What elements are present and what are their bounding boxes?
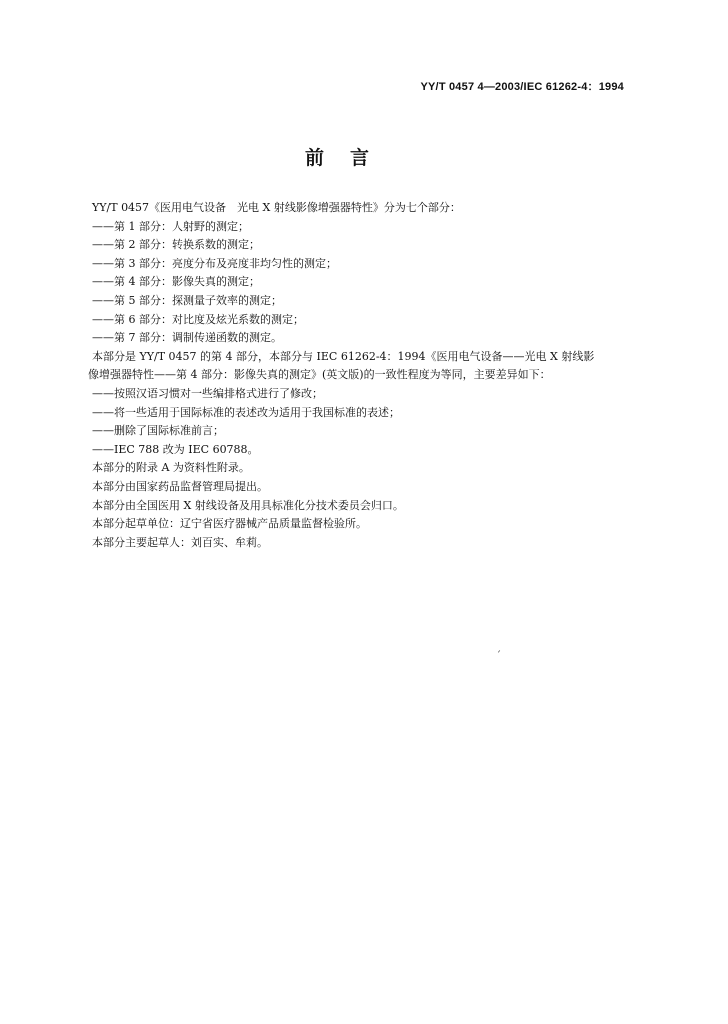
paragraph-relation-continued: 像增强器特性——第 4 部分：影像失真的测定》(英文版)的一致性程度为等同，主要差异如下： — [88, 368, 551, 382]
list-item-difference-2: ——将一些适用于国际标准的表述改为适用于我国标准的表述； — [92, 405, 400, 419]
list-item-part-6: ——第 6 部分：对比度及炫光系数的测定； — [92, 312, 304, 326]
paragraph-technical-committee: 本部分由全国医用 X 射线设备及用具标准化分技术委员会归口。 — [92, 498, 404, 512]
list-item-difference-3: ——删除了国际标准前言； — [92, 424, 224, 438]
standard-code-header: YY/T 0457 4—2003/IEC 61262-4：1994 — [420, 81, 624, 93]
paragraph-intro: YY/T 0457《医用电气设备 光电 X 射线影像增强器特性》分为七个部分： — [92, 201, 461, 214]
list-item-part-4: ——第 4 部分：影像失真的测定； — [92, 275, 260, 289]
list-item-difference-1: ——按照汉语习惯对一些编排格式进行了修改； — [92, 386, 323, 400]
page-title: 前言 — [304, 147, 395, 169]
list-item-part-2: ——第 2 部分：转换系数的测定； — [92, 238, 260, 252]
foreword-body — [88, 199, 612, 552]
list-item-part-5: ——第 5 部分：探测量子效率的测定； — [92, 293, 282, 307]
list-item-difference-4: ——IEC 788 改为 IEC 60788。 — [92, 442, 259, 456]
paragraph-relation: 本部分是 YY/T 0457 的第 4 部分，本部分与 IEC 61262-4：1994《医用电气设备——光电 X 射线影 — [92, 349, 595, 363]
list-item-part-3: ——第 3 部分：亮度分布及亮度非均匀性的测定； — [92, 256, 337, 270]
list-item-part-7: ——第 7 部分：调制传递函数的测定。 — [92, 331, 282, 345]
stray-mark: ˊ — [496, 651, 501, 662]
paragraph-proposed-by: 本部分由国家药品监督管理局提出。 — [92, 479, 268, 493]
paragraph-annex: 本部分的附录 A 为资料性附录。 — [92, 461, 250, 475]
paragraph-drafting-organization: 本部分起草单位：辽宁省医疗器械产品质量监督检验所。 — [92, 517, 367, 531]
list-item-part-1: ——第 1 部分：人射野的测定； — [92, 219, 249, 233]
paragraph-drafters: 本部分主要起草人：刘百实、牟莉。 — [92, 535, 268, 549]
